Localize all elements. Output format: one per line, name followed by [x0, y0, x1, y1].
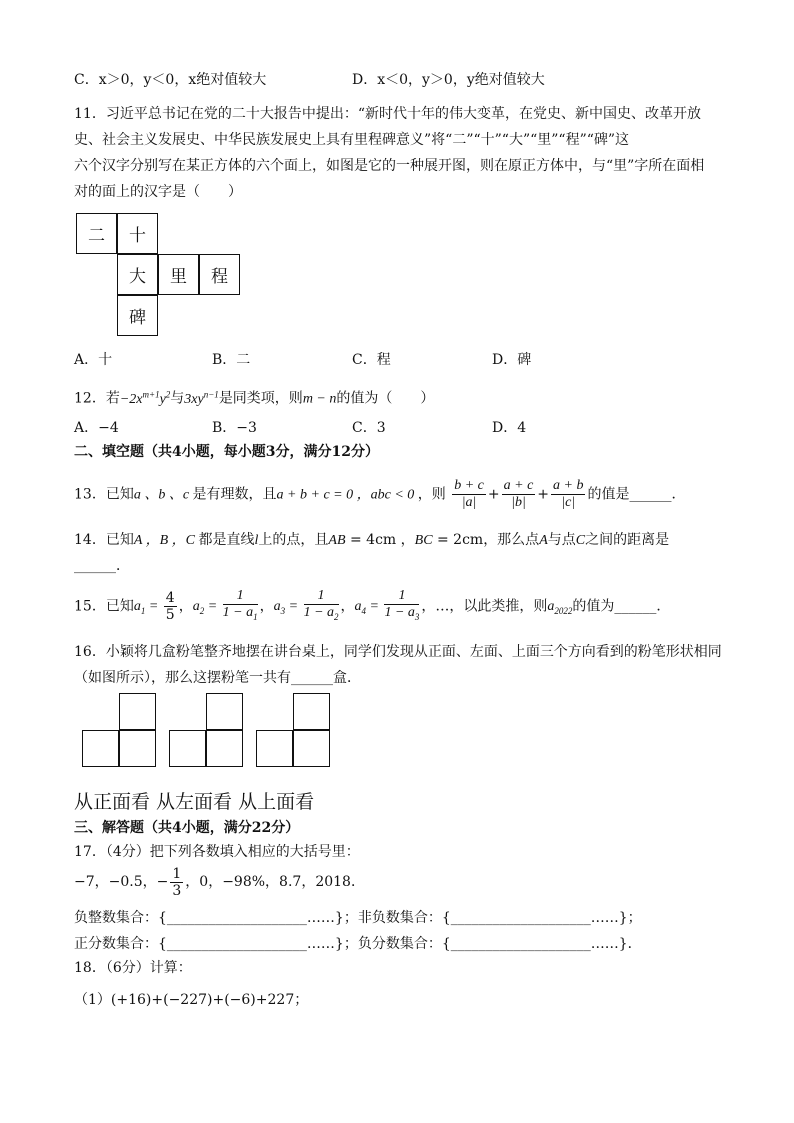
q18-part1: （1）(+16)+(−227)+(−6)+227； — [74, 992, 309, 1008]
q14-line2: ______． — [74, 558, 130, 574]
q11-option-b: B．二 — [212, 352, 251, 368]
q14-tail2: ，那么点 — [483, 532, 540, 548]
q12-stem — [74, 384, 434, 410]
q15-stem: 15．已知$a_1$ = $\frac{4}{5}$ ，$a_2$ = $\frac{1}{1 - a_1}$ ，$a_3$ = $\frac{1}{1 - a_2}$ ，$a_4$ = $\frac{1}{1 - a_3}$ ，…，以此类推，则$a_{2022}$的值为______． — [74, 588, 671, 623]
net-cell-cheng: 程 — [199, 254, 240, 295]
net-cell-bei: 碑 — [117, 295, 158, 336]
q17-sets-row1: 负整数集合：{____________________……}；非负数集合：{____________________……}； — [74, 910, 642, 926]
q10-option-c: C．x＞0，y＜0，x绝对值较大 — [74, 72, 267, 88]
net-cell-er: 二 — [76, 213, 117, 254]
q11-option-a: A．十 — [74, 352, 113, 368]
section-3-heading: 三、解答题（共4小题，满分22分） — [74, 820, 300, 836]
q14-stem: 14．已知A ，B ，C 都是直线l上的点，且AB = 4cm ，BC = 2cm，那么点A与点C之间的距离是 — [74, 532, 670, 548]
q12-option-d: D．4 — [492, 420, 527, 436]
q15-tail2: 的值为______． — [572, 598, 671, 615]
q18-line1: 18．（6分）计算： — [74, 960, 192, 976]
q15-tail: ，…，以此类推，则 — [421, 598, 548, 615]
q11-line1: 11．习近平总书记在党的二十大报告中提出：“新时代十年的伟大变革，在党史、新中国史、改革开放 — [74, 106, 701, 122]
q14-tail4: 之间的距离是 — [585, 532, 670, 548]
q15-prefix: 15．已知 — [74, 598, 134, 615]
section-2-heading: 二、填空题（共4小题，每小题3分，满分12分） — [74, 444, 379, 460]
q17-numbers-a: −7，−0.5，− — [74, 874, 169, 890]
q14-mid: 都是直线 — [198, 532, 255, 548]
q12-suffix: 是同类项，则 — [218, 390, 303, 407]
q12-tail: 的值为（ ） — [336, 390, 435, 407]
q10-option-d: D．x＜0，y＞0，y绝对值较大 — [352, 72, 545, 88]
q16-line1: 16．小颖将几盒粉笔整齐地摆在讲台桌上，同学们发现从正面、左面、上面三个方向看到的粉笔形状相同 — [74, 644, 722, 660]
q11-line2: 史、社会主义发展史、中华民族发展史上具有里程碑意义”将“二”“十”“大”“里”“程”“碑”这 — [74, 132, 630, 148]
q13-frac2: $\frac{a + c}{|b|}$ — [503, 478, 534, 510]
q11-line3: 六个汉字分别写在某正方体的六个面上，如图是它的一种展开图，则在原正方体中，与“里”字所在面相 — [74, 158, 705, 174]
three-views-caption: 从正面看 从左面看 从上面看 — [74, 791, 315, 813]
q12-term2: $3xy^{n-1}$ — [184, 389, 219, 407]
q12-term1: $-2x^{m+1}y^2$ — [119, 389, 171, 407]
q11-line4: 对的面上的汉字是（ ） — [74, 184, 242, 200]
q12-expr: m − n — [302, 391, 337, 407]
q13-tail: 的值是______． — [587, 486, 686, 503]
q13-frac1: $\frac{b + c}{|a|}$ — [454, 478, 484, 510]
q12-prefix: 12．若 — [74, 390, 120, 407]
q13-vars: a 、b 、c — [133, 487, 193, 503]
q14-prefix: 14．已知 — [74, 532, 134, 548]
q17-numbers: −7，−0.5，− $\frac{1}{3}$ ，0，−98%，8.7，2018． — [74, 865, 365, 899]
q17-line1: 17．（4分）把下列各数填入相应的大括号里： — [74, 844, 360, 860]
q13-mid: 是有理数，且 — [192, 486, 277, 503]
q12-middle: 与 — [170, 390, 185, 407]
q17-numbers-b: ，0，−98%，8.7，2018． — [185, 874, 365, 890]
q11-option-c: C．程 — [352, 352, 391, 368]
q17-sets-row2: 正分数集合：{____________________……}；负分数集合：{____________________……}． — [74, 936, 642, 952]
q16-line2: （如图所示），那么这摆粉笔一共有______盒． — [74, 670, 361, 686]
q13-cond: a + b + c = 0 ，abc < 0 — [276, 487, 418, 503]
net-cell-li: 里 — [158, 254, 199, 295]
q13-prefix: 13．已知 — [74, 486, 134, 503]
q12-option-c: C．3 — [352, 420, 386, 436]
net-cell-da: 大 — [117, 254, 158, 295]
q14-tail3: 与点 — [547, 532, 576, 548]
q11-option-d: D．碑 — [492, 352, 532, 368]
q13-stem: 13．已知a 、b 、c 是有理数，且a + b + c = 0 ，abc < 0 ，则 $\frac{b + c}{|a|}$ + $\frac{a + c}{|b|}$ + $\frac{a + b}{|c|}$ 的值是______． — [74, 478, 686, 510]
net-cell-shi: 十 — [117, 213, 158, 254]
q12-option-a: A．−4 — [74, 420, 119, 436]
q12-option-b: B．−3 — [212, 420, 257, 436]
q14-tail: 上的点，且 — [258, 532, 329, 548]
q13-frac3: $\frac{a + b}{|c|}$ — [553, 478, 584, 510]
